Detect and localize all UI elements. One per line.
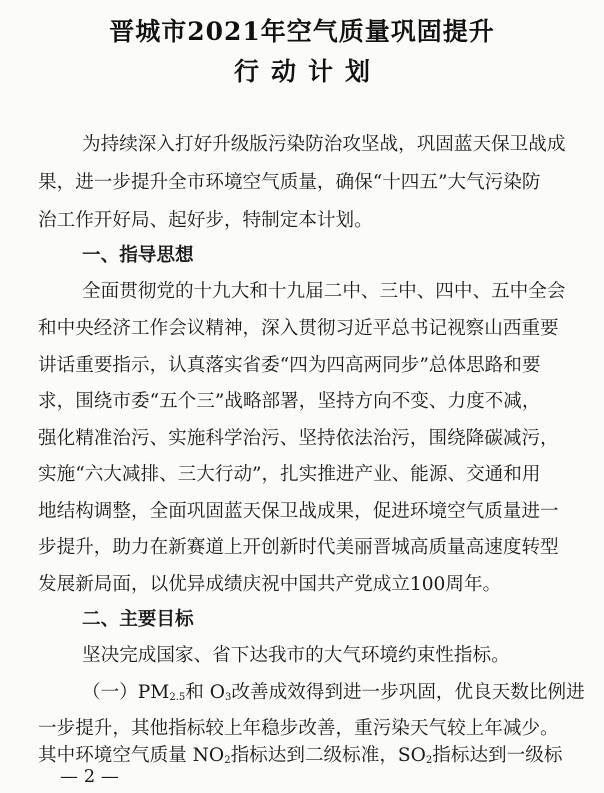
paragraph-line: 全面贯彻党的十九大和十九届二中、三中、四中、五中全会 <box>82 281 566 302</box>
paragraph-line-no2: 其中环境空气质量 $NO_2$指标达到二级标准，$SO_2$指标达到一级标 <box>38 745 563 766</box>
paragraph-line: 一步提升，其他指标较上年稳步改善，重污染天气较上年减少。 <box>38 718 559 739</box>
paragraph-line-pm: （一）$PM_{2.5}$和 $O_3$改善成效得到进一步巩固，优良天数比例进 <box>82 682 585 703</box>
paragraph-line: 实施“六大减排、三大行动”，扎实推进产业、能源、交通和用 <box>38 464 541 485</box>
paragraph-line: 强化精准治污、实施科学治污、坚持依法治污，围绕降碳减污， <box>38 428 559 449</box>
document-subtitle: 行动计划 <box>233 57 382 86</box>
document-title: 晋城市2021年空气质量巩固提升 <box>109 17 495 46</box>
paragraph-line: 地结构调整，全面巩固蓝天保卫战成果，促进环境空气质量进一 <box>38 501 559 522</box>
page-number: — 2 — <box>60 766 119 787</box>
paragraph-line: 发展新局面，以优异成绩庆祝中国共产党成立100周年。 <box>38 574 502 595</box>
paragraph-line: 治工作开好局、起好步，特制定本计划。 <box>38 210 373 231</box>
section-heading: 一、指导思想 <box>82 245 194 266</box>
paragraph-line: 为持续深入打好升级版污染防治攻坚战，巩固蓝天保卫战成 <box>82 134 566 155</box>
paragraph-line: 坚决完成国家、省下达我市的大气环境约束性指标。 <box>82 645 510 666</box>
paragraph-line: 步提升，助力在新赛道上开创新时代美丽晋城高质量高速度转型 <box>38 537 559 558</box>
paragraph-line: 和中央经济工作会议精神，深入贯彻习近平总书记视察山西重要 <box>38 318 559 339</box>
paragraph-line: 果，进一步提升全市环境空气质量，确保“十四五”大气污染防 <box>38 172 541 193</box>
section-heading: 二、主要目标 <box>82 609 194 630</box>
paragraph-line: 讲话重要指示，认真落实省委“四为四高两同步”总体思路和要 <box>38 355 541 376</box>
paragraph-line: 求，围绕市委“五个三”战略部署，坚持方向不变、力度不减， <box>38 391 541 412</box>
